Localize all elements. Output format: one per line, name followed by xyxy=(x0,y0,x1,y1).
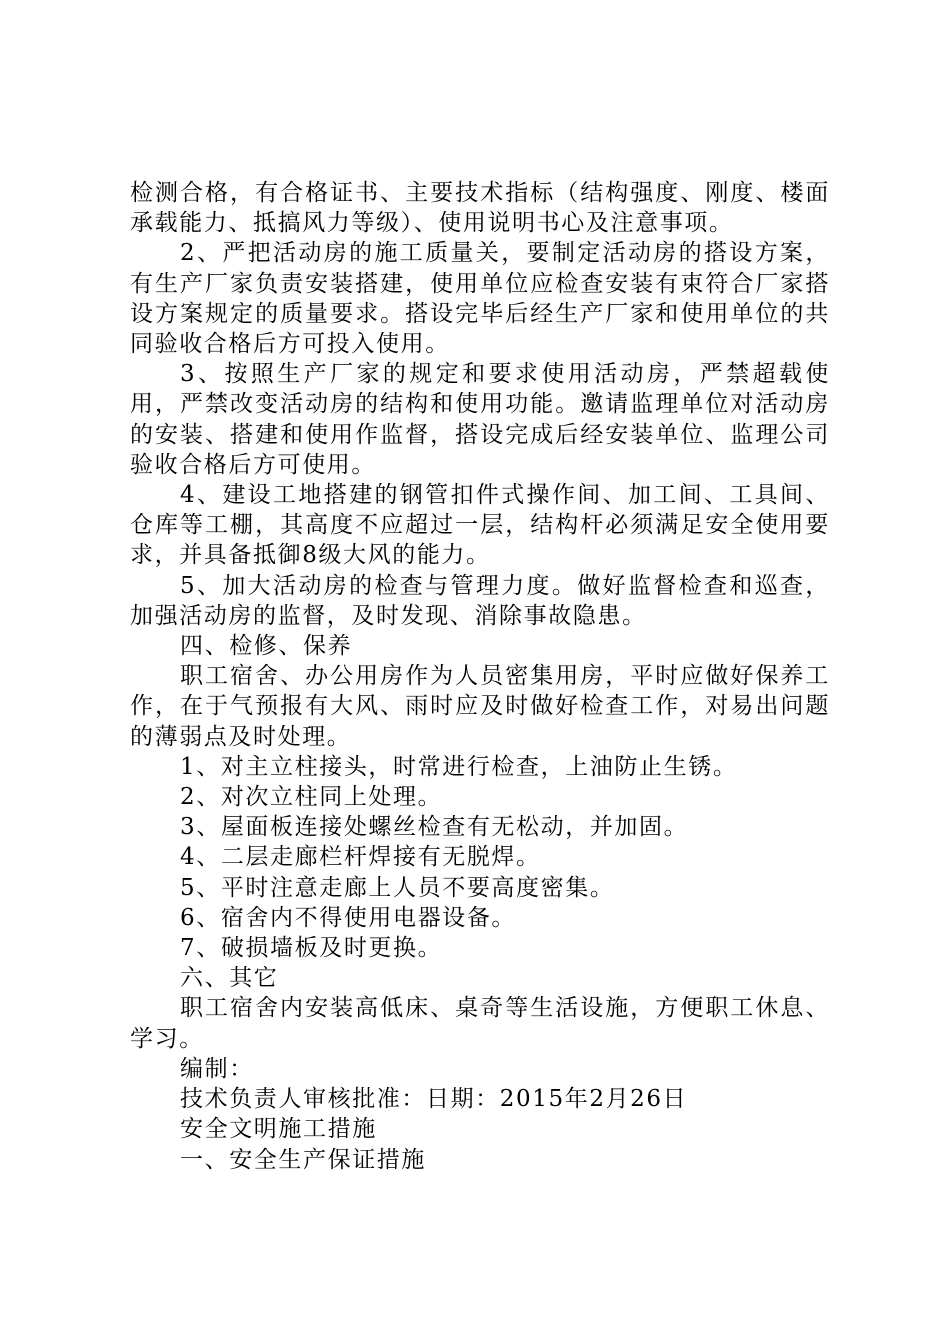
list-item-7: 7、破损墙板及时更换。 xyxy=(180,935,443,962)
approval-date-line: 技术负责人审核批准：日期：2015年2月26日 xyxy=(180,1086,688,1113)
compiled-by-label: 编制： xyxy=(180,1055,254,1082)
section-heading-safety-measures: 一、安全生产保证措施 xyxy=(180,1146,426,1173)
list-item-2: 2、对次立柱同上处理。 xyxy=(180,784,443,811)
list-item-5: 5、平时注意走廊上人员不要高度密集。 xyxy=(180,874,615,901)
list-item-1: 1、对主立柱接头，时常进行检查，上油防止生锈。 xyxy=(180,753,738,780)
section-heading-maintenance: 四、检修、保养 xyxy=(180,633,353,660)
paragraph-16: 职工宿舍内安装高低床、桌奇等生活设施，方便职工休息、学习。 xyxy=(130,995,830,1052)
paragraph-1: 检测合格，有合格证书、主要技术指标（结构强度、刚度、楼面承载能力、抵搞风力等级）、使用说明书心及注意事项。 xyxy=(130,180,830,237)
list-item-4: 4、二层走廊栏杆焊接有无脱焊。 xyxy=(180,844,541,871)
paragraph-4: 4、建设工地搭建的钢管扣件式操作间、加工间、工具间、仓库等工棚，其高度不应超过一层，结构杆必须满足安全使用要求，并具备抵御8级大风的能力。 xyxy=(130,482,830,569)
document-body xyxy=(130,178,830,1175)
list-item-6: 6、宿舍内不得使用电器设备。 xyxy=(180,904,517,931)
paragraph-2: 2、严把活动房的施工质量关，要制定活动房的搭设方案，有生产厂家负责安装搭建，使用单位应检查安装有束符合厂家搭设方案规定的质量要求。搭设完毕后经生产厂家和使用单位的共同验收合格后方可投入使用。 xyxy=(130,240,830,358)
section-title-safety: 安全文明施工措施 xyxy=(180,1116,377,1143)
paragraph-5: 5、加大活动房的检查与管理力度。做好监督检查和巡查，加强活动房的监督，及时发现、消除事故隐患。 xyxy=(130,572,830,629)
list-item-3: 3、屋面板连接处螺丝检查有无松动，并加固。 xyxy=(180,814,689,841)
paragraph-7: 职工宿舍、办公用房作为人员密集用房，平时应做好保养工作，在于气预报有大风、雨时应及时做好检查工作，对易出问题的薄弱点及时处理。 xyxy=(130,663,830,750)
section-heading-other: 六、其它 xyxy=(180,965,279,992)
paragraph-3: 3、按照生产厂家的规定和要求使用活动房，严禁超载使用，严禁改变活动房的结构和使用功能。邀请监理单位对活动房的安装、搭建和使用作监督，搭设完成后经安装单位、监理公司验收合格后方可使用。 xyxy=(130,361,830,478)
